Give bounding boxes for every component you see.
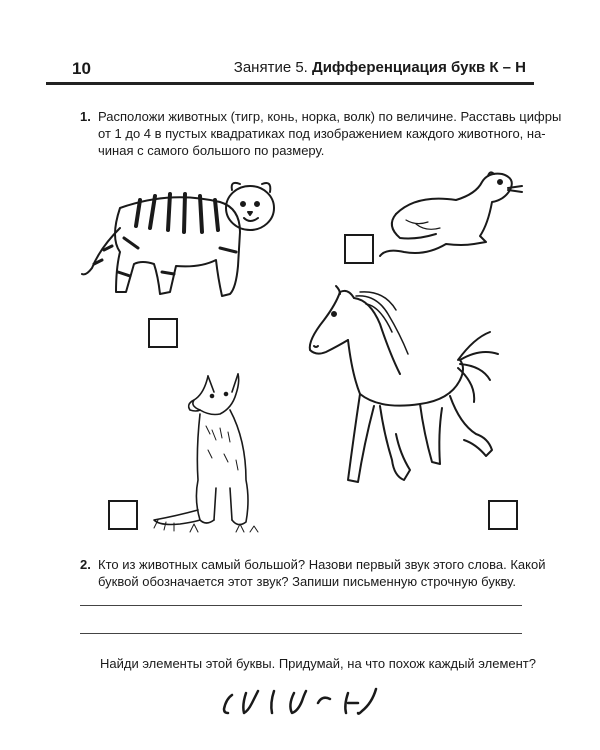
task-1-line: Расположи животных (тигр, конь, норка, волк) по величине. Расставь цифры — [98, 109, 562, 124]
answer-line[interactable] — [80, 605, 522, 606]
find-elements-text: Найди элементы этой буквы. Придумай, на что похож каждый элемент? — [100, 656, 536, 671]
answer-line[interactable] — [80, 633, 522, 634]
lesson-label: Занятие 5. — [233, 59, 308, 76]
horse-answer-box[interactable] — [488, 500, 518, 530]
lesson-title — [234, 59, 526, 76]
page-number: 10 — [72, 59, 91, 78]
header-rule — [46, 82, 534, 85]
page-header — [46, 58, 534, 82]
task-1-line: чиная с самого большого по размеру. — [98, 143, 325, 158]
mink-answer-box[interactable] — [344, 234, 374, 264]
wolf-illustration — [150, 370, 270, 534]
letter-elements-illustration — [222, 683, 382, 719]
wolf-answer-box[interactable] — [108, 500, 138, 530]
task-1-line: от 1 до 4 в пустых квадратиках под изображением каждого животного, на- — [98, 126, 546, 141]
mink-illustration — [376, 164, 526, 264]
task-1-text — [98, 108, 561, 159]
task-2-number: 2. — [80, 557, 91, 572]
task-2-text — [98, 556, 546, 590]
horse-illustration — [300, 284, 500, 494]
lesson-topic: Дифференциация букв К – Н — [312, 59, 526, 76]
task-1-number: 1. — [80, 109, 91, 124]
tiger-answer-box[interactable] — [148, 318, 178, 348]
task-2-line: буквой обозначается этот звук? Запиши письменную строчную букву. — [98, 574, 516, 589]
tiger-illustration — [80, 168, 280, 308]
task-2-line: Кто из животных самый большой? Назови первый звук этого слова. Какой — [98, 557, 546, 572]
